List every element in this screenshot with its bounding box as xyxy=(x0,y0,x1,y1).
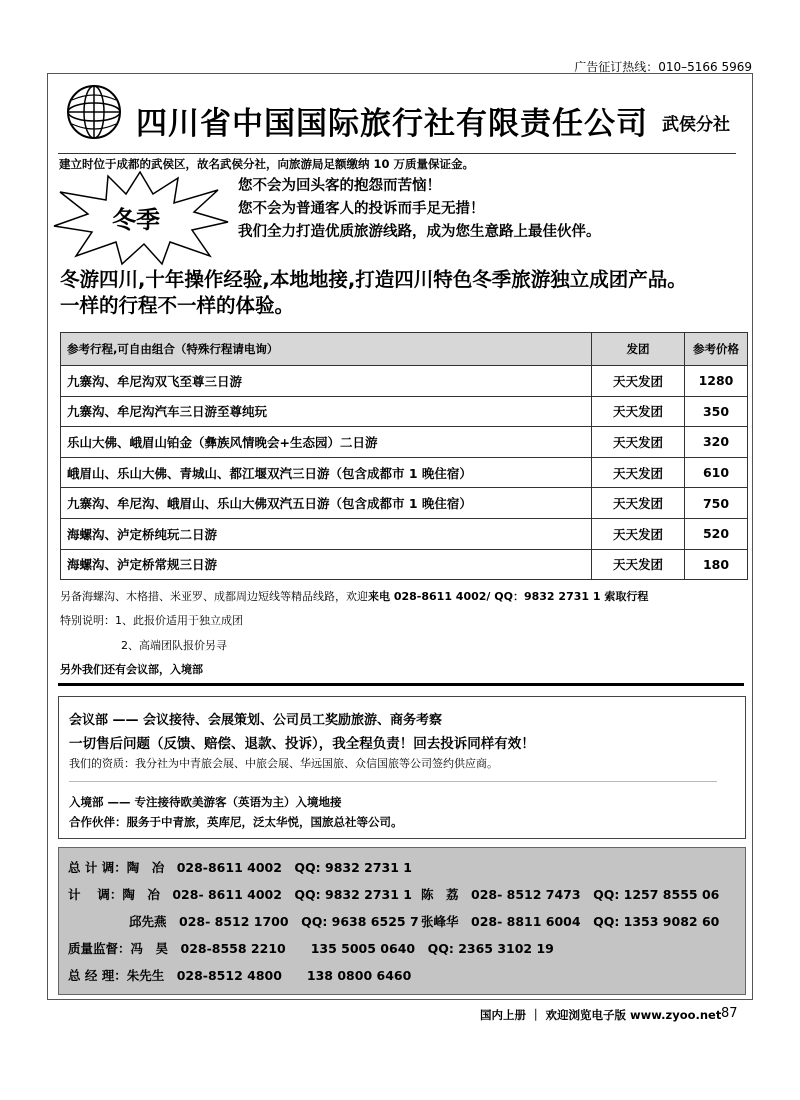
contacts-box xyxy=(58,847,746,995)
contact-row: 张峰华 028- 8811 6004 QQ: 1353 9082 60 xyxy=(421,914,720,929)
qualifications: 我们的资质：我分社为中青旅会展、中旅会展、华远国旅、众信国旅等公司签约供应商。 xyxy=(69,757,498,770)
more-lines-text: 另备海螺沟、木格措、米亚罗、成都周边短线等精品线路，欢迎 xyxy=(60,590,368,603)
itinerary-name: 海螺沟、泸定桥常规三日游 xyxy=(61,549,592,580)
inbound-dept: 入境部 —— 专注接待欧美游客（英语为主）入境地接 xyxy=(69,795,342,809)
slogan-line: 您不会为普通客人的投诉而手足无措！ xyxy=(238,201,485,217)
header-departure: 发团 xyxy=(592,333,685,366)
header-price: 参考价格 xyxy=(685,333,748,366)
company-intro: 建立时位于成都的武侯区，故名武侯分社，向旅游局足额缴纳 10 万质量保证金。 xyxy=(59,157,475,171)
price: 320 xyxy=(685,427,748,458)
departure: 天天发团 xyxy=(592,366,685,397)
price: 610 xyxy=(685,457,748,488)
headline-line: 一样的行程不一样的体验。 xyxy=(60,294,295,317)
contact-row: 质量监督：冯 昊 028-8558 2210 135 5005 0640 QQ: 2365 3102 19 xyxy=(68,941,554,956)
departure: 天天发团 xyxy=(592,396,685,427)
price: 750 xyxy=(685,488,748,519)
table-row xyxy=(61,549,748,580)
price: 350 xyxy=(685,396,748,427)
itinerary-name: 峨眉山、乐山大佛、青城山、都江堰双汽三日游（包含成都市 1 晚住宿） xyxy=(61,457,592,488)
divider xyxy=(69,781,717,782)
contact-row: 总 计 调：陶 冶 028-8611 4002 QQ: 9832 2731 1 xyxy=(68,860,413,875)
thick-divider xyxy=(58,683,744,686)
more-lines-contact: 来电 028-8611 4002/ QQ：9832 2731 1 索取行程 xyxy=(368,590,649,603)
table-row xyxy=(61,427,748,458)
itinerary-name: 乐山大佛、峨眉山铂金（彝族风情晚会+生态园）二日游 xyxy=(61,427,592,458)
table-row xyxy=(61,396,748,427)
itinerary-name: 九寨沟、牟尼沟双飞至尊三日游 xyxy=(61,366,592,397)
divider xyxy=(58,153,736,154)
season-burst xyxy=(50,170,230,266)
price: 520 xyxy=(685,518,748,549)
itinerary-table xyxy=(60,332,748,580)
headline xyxy=(60,267,687,319)
company-name: 四川省中国国际旅行社有限责任公司 xyxy=(136,106,648,142)
table-row xyxy=(61,457,748,488)
contact-row: 计 调：陶 冶 028- 8611 4002 QQ: 9832 2731 1 xyxy=(68,887,413,902)
price: 1280 xyxy=(685,366,748,397)
table-row xyxy=(61,488,748,519)
special-note-1: 特别说明：1、此报价适用于独立成团 xyxy=(60,614,243,627)
conference-dept: 会议部 —— 会议接待、会展策划、公司员工奖励旅游、商务考察 xyxy=(69,713,443,728)
advertisement-frame xyxy=(47,73,753,1000)
special-note-2: 2、高端团队报价另寻 xyxy=(121,639,227,652)
departure: 天天发团 xyxy=(592,457,685,488)
partners: 合作伙伴：服务于中青旅，英库尼，泛太华悦，国旅总社等公司。 xyxy=(69,815,403,829)
itinerary-name: 九寨沟、牟尼沟、峨眉山、乐山大佛双汽五日游（包含成都市 1 晚住宿） xyxy=(61,488,592,519)
header-itinerary: 参考行程,可自由组合（特殊行程请电询） xyxy=(61,333,592,366)
slogan-line: 我们全力打造优质旅游线路，成为您生意路上最佳伙伴。 xyxy=(238,224,601,240)
extra-departments-note: 另外我们还有会议部，入境部 xyxy=(60,663,203,676)
table-row xyxy=(61,518,748,549)
price: 180 xyxy=(685,549,748,580)
after-sales-promise: 一切售后问题（反馈、赔偿、退款、投诉），我全程负责！回去投诉同样有效！ xyxy=(69,736,535,752)
departure: 天天发团 xyxy=(592,549,685,580)
ad-hotline: 广告征订热线：010–5166 5969 xyxy=(574,60,752,74)
contact-row: 邱先燕 028- 8512 1700 QQ: 9638 6525 7 xyxy=(129,914,419,929)
departure: 天天发团 xyxy=(592,427,685,458)
page-number: 87 xyxy=(721,1006,738,1021)
table-header-row xyxy=(61,333,748,366)
departure: 天天发团 xyxy=(592,518,685,549)
conference-box xyxy=(58,696,746,839)
contact-row: 总 经 理：朱先生 028-8512 4800 138 0800 6460 xyxy=(68,968,412,983)
table-row xyxy=(61,366,748,397)
departure: 天天发团 xyxy=(592,488,685,519)
branch-name: 武侯分社 xyxy=(662,115,730,135)
slogan-line: 您不会为回头客的抱怨而苦恼！ xyxy=(238,178,441,194)
globe-logo-icon xyxy=(66,84,122,140)
season-label: 冬季 xyxy=(112,206,160,234)
headline-line: 冬游四川,十年操作经验,本地地接,打造四川特色冬季旅游独立成团产品。 xyxy=(60,268,687,291)
footer-text: 国内上册 ｜ 欢迎浏览电子版 www.zyoo.net xyxy=(480,1008,722,1022)
contact-row: 陈 荔 028- 8512 7473 QQ: 1257 8555 06 xyxy=(421,887,720,902)
itinerary-name: 海螺沟、泸定桥纯玩二日游 xyxy=(61,518,592,549)
itinerary-name: 九寨沟、牟尼沟汽车三日游至尊纯玩 xyxy=(61,396,592,427)
more-lines-note xyxy=(60,588,648,604)
slogans xyxy=(238,175,601,244)
